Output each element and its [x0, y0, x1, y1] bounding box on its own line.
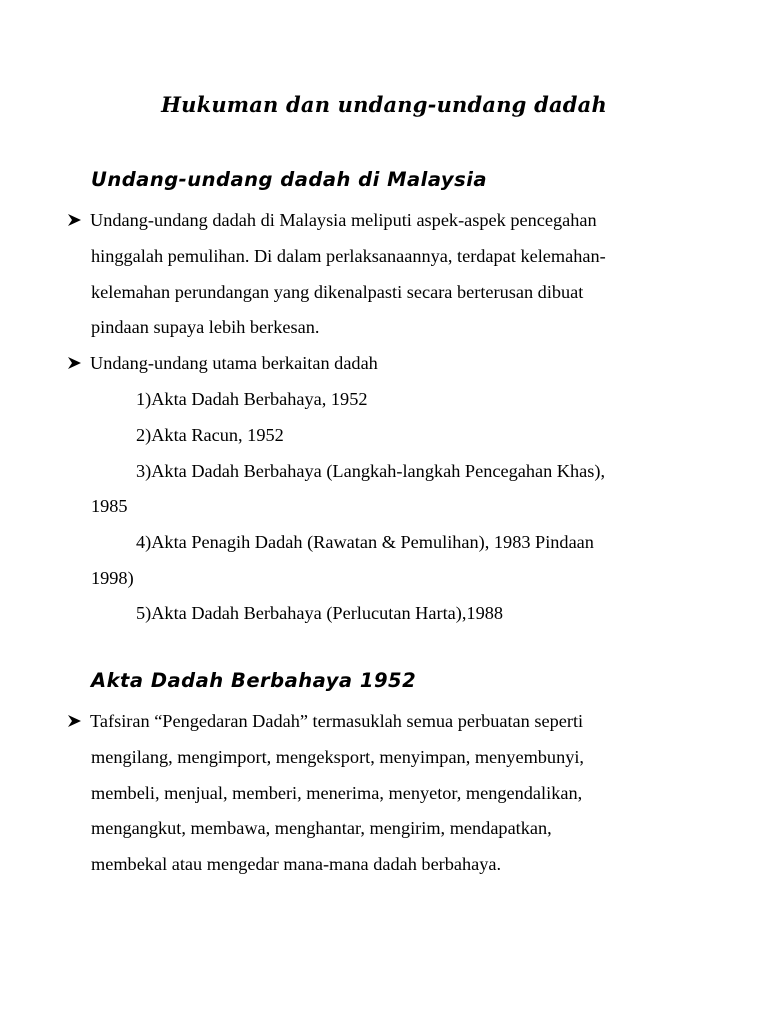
act-list-item-continuation: 1998)	[91, 568, 134, 588]
list-intro: Undang-undang utama berkaitan dadah	[90, 353, 378, 373]
arrowhead-bullet-icon	[66, 209, 84, 231]
act-list-item: 2)Akta Racun, 1952	[136, 425, 284, 445]
paragraph-line: membeli, menjual, memberi, menerima, menyetor, mengendalikan,	[91, 783, 583, 803]
section-heading-act-1952: Akta Dadah Berbahaya 1952	[91, 669, 417, 692]
act-list-item: 4)Akta Penagih Dadah (Rawatan & Pemulihan), 1983 Pindaan	[136, 532, 594, 552]
paragraph-line: Tafsiran “Pengedaran Dadah” termasuklah semua perbuatan seperti	[90, 711, 584, 731]
paragraph-line: membekal atau mengedar mana-mana dadah berbahaya.	[91, 854, 502, 874]
act-list-item: 5)Akta Dadah Berbahaya (Perlucutan Harta),1988	[136, 603, 503, 623]
paragraph-line: pindaan supaya lebih berkesan.	[91, 317, 320, 337]
arrowhead-bullet-icon	[66, 710, 84, 732]
arrowhead-bullet-icon	[66, 352, 84, 374]
paragraph-line: hinggalah pemulihan. Di dalam perlaksanaannya, terdapat kelemahan-	[91, 246, 606, 266]
paragraph-line: kelemahan perundangan yang dikenalpasti secara berterusan dibuat	[91, 282, 584, 302]
act-list-item: 3)Akta Dadah Berbahaya (Langkah-langkah Pencegahan Khas),	[136, 461, 606, 481]
section-heading-malaysia-drug-laws: Undang-undang dadah di Malaysia	[91, 168, 488, 191]
paragraph-line: Undang-undang dadah di Malaysia meliputi aspek-aspek pencegahan	[90, 210, 597, 230]
paragraph-line: mengangkut, membawa, menghantar, mengirim, mendapatkan,	[91, 818, 552, 838]
act-list-item: 1)Akta Dadah Berbahaya, 1952	[136, 389, 368, 409]
paragraph-line: mengilang, mengimport, mengeksport, menyimpan, menyembunyi,	[91, 747, 584, 767]
document-title: Hukuman dan undang-undang dadah	[161, 92, 607, 117]
act-list-item-continuation: 1985	[91, 496, 128, 516]
